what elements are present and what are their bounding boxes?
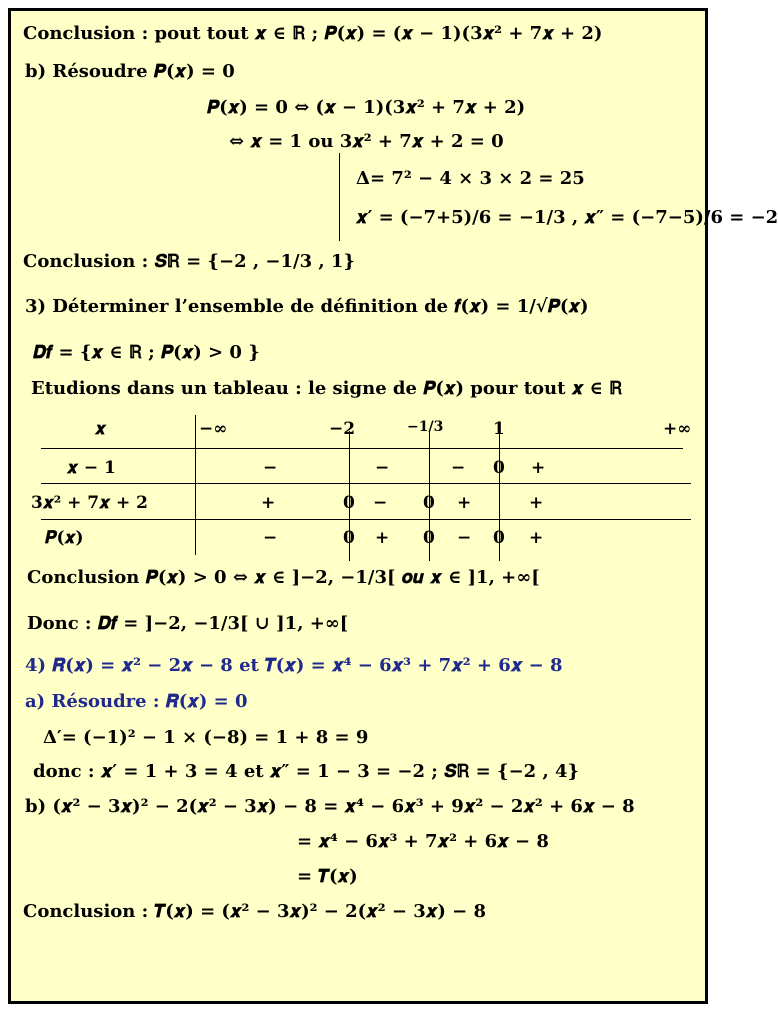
discriminant-bracket (339, 153, 340, 241)
part-4a-title: a) Résoudre : 𝑹(𝒙) = 𝟎 (25, 691, 248, 712)
table-header-minus-two: −𝟐 (329, 419, 356, 439)
row-label-quadratic: 𝟑𝒙² + 𝟕𝒙 + 𝟐 (31, 493, 148, 513)
conclusion-factorization: Conclusion : pout tout 𝒙 ∈ ℝ ; 𝑷(𝒙) = (𝒙 − 𝟏)(𝟑𝒙² + 𝟕𝒙 + 𝟐) (23, 23, 603, 44)
equation-step-1: 𝑷(𝒙) = 𝟎 ⇔ (𝒙 − 𝟏)(𝟑𝒙² + 𝟕𝒙 + 𝟐) (207, 97, 526, 118)
domain-result: Donc : 𝑫𝒇 = ]−𝟐, −𝟏/𝟑[ ∪ ]𝟏, +∞[ (27, 613, 349, 634)
conclusion-sign: Conclusion 𝑷(𝒙) > 0 ⇔ 𝒙 ∈ ]−𝟐, −𝟏/𝟑[ 𝒐𝒖 𝒙 ∈ ]𝟏, +∞[ (27, 567, 540, 588)
final-conclusion: Conclusion : 𝑻(𝒙) = (𝒙² − 𝟑𝒙)² − 𝟐(𝒙² − 𝟑𝒙) − 𝟖 (23, 901, 486, 922)
part-4-title: 4) 𝑹(𝒙) = 𝒙² − 𝟐𝒙 − 𝟖 et 𝑻(𝒙) = 𝒙⁴ − 𝟔𝒙³ + 𝟕𝒙² + 𝟔𝒙 − 𝟖 (25, 655, 563, 676)
sign-study-intro: Etudions dans un tableau : le signe de 𝑷(𝒙) pour tout 𝒙 ∈ ℝ (31, 378, 623, 399)
domain-definition: 𝑫𝒇 = {𝒙 ∈ ℝ ; 𝑷(𝒙) > 0 } (33, 342, 260, 363)
table-header-plus-infinity: +∞ (663, 419, 692, 439)
part-b-title: b) Résoudre 𝑷(𝒙) = 𝟎 (25, 61, 235, 82)
zero-cell: 𝟎 (493, 458, 505, 478)
discriminant-line: Δ= 𝟕² − 𝟒 × 𝟑 × 𝟐 = 𝟐𝟓 (356, 168, 585, 189)
expansion-step-3: = 𝑻(𝒙) (297, 866, 358, 887)
roots-line: 𝒙′ = (−𝟕+𝟓)/𝟔 = −𝟏/𝟑 , 𝒙″ = (−𝟕−𝟓)/𝟔 = −𝟐 (356, 207, 778, 228)
sign-cell: + (531, 458, 546, 478)
document-page (8, 8, 778, 1004)
table-header-x: 𝒙 (95, 419, 106, 439)
sign-cell: + (529, 493, 544, 513)
table-header-minus-infinity: −∞ (199, 419, 228, 439)
expansion-step-2: = 𝒙⁴ − 𝟔𝒙³ + 𝟕𝒙² + 𝟔𝒙 − 𝟖 (297, 831, 549, 852)
sign-cell: − (375, 458, 390, 478)
sign-cell: + (529, 528, 544, 548)
zero-cell: 𝟎 (493, 528, 505, 548)
equation-step-2: ⇔ 𝒙 = 𝟏 ou 𝟑𝒙² + 𝟕𝒙 + 𝟐 = 𝟎 (229, 131, 504, 152)
sign-cell: − (373, 493, 388, 513)
reduced-discriminant: Δ′= (−𝟏)² − 𝟏 × (−𝟖) = 𝟏 + 𝟖 = 𝟗 (43, 727, 369, 748)
sign-cell: − (451, 458, 466, 478)
zero-cell: 𝟎 (343, 493, 355, 513)
row-label-p-of-x: 𝑷(𝒙) (45, 528, 84, 548)
sign-cell: − (263, 528, 278, 548)
sign-cell: + (375, 528, 390, 548)
zero-cell: 𝟎 (343, 528, 355, 548)
conclusion-solution-set: Conclusion : 𝑺ℝ = {−𝟐 , −𝟏/𝟑 , 𝟏} (23, 251, 356, 272)
zero-cell: 𝟎 (423, 493, 435, 513)
sign-cell: − (263, 458, 278, 478)
zero-cell: 𝟎 (423, 528, 435, 548)
row-label-x-minus-1: 𝒙 − 𝟏 (67, 458, 116, 478)
table-header-minus-one-third: −𝟏/𝟑 (407, 419, 444, 435)
sign-cell: − (457, 528, 472, 548)
part-3-title: 3) Déterminer l’ensemble de définition de 𝒇(𝒙) = 𝟏/√𝑷(𝒙) (25, 296, 589, 317)
sign-cell: + (261, 493, 276, 513)
sign-cell: + (457, 493, 472, 513)
roots-and-solution: donc : 𝒙′ = 𝟏 + 𝟑 = 𝟒 et 𝒙″ = 𝟏 − 𝟑 = −𝟐 ; 𝑺ℝ = {−𝟐 , 𝟒} (33, 761, 580, 782)
part-4b-expansion: b) (𝒙² − 𝟑𝒙)² − 𝟐(𝒙² − 𝟑𝒙) − 𝟖 = 𝒙⁴ − 𝟔𝒙³ + 𝟗𝒙² − 𝟐𝒙² + 𝟔𝒙 − 𝟖 (25, 796, 635, 817)
table-header-one: 𝟏 (493, 419, 505, 439)
